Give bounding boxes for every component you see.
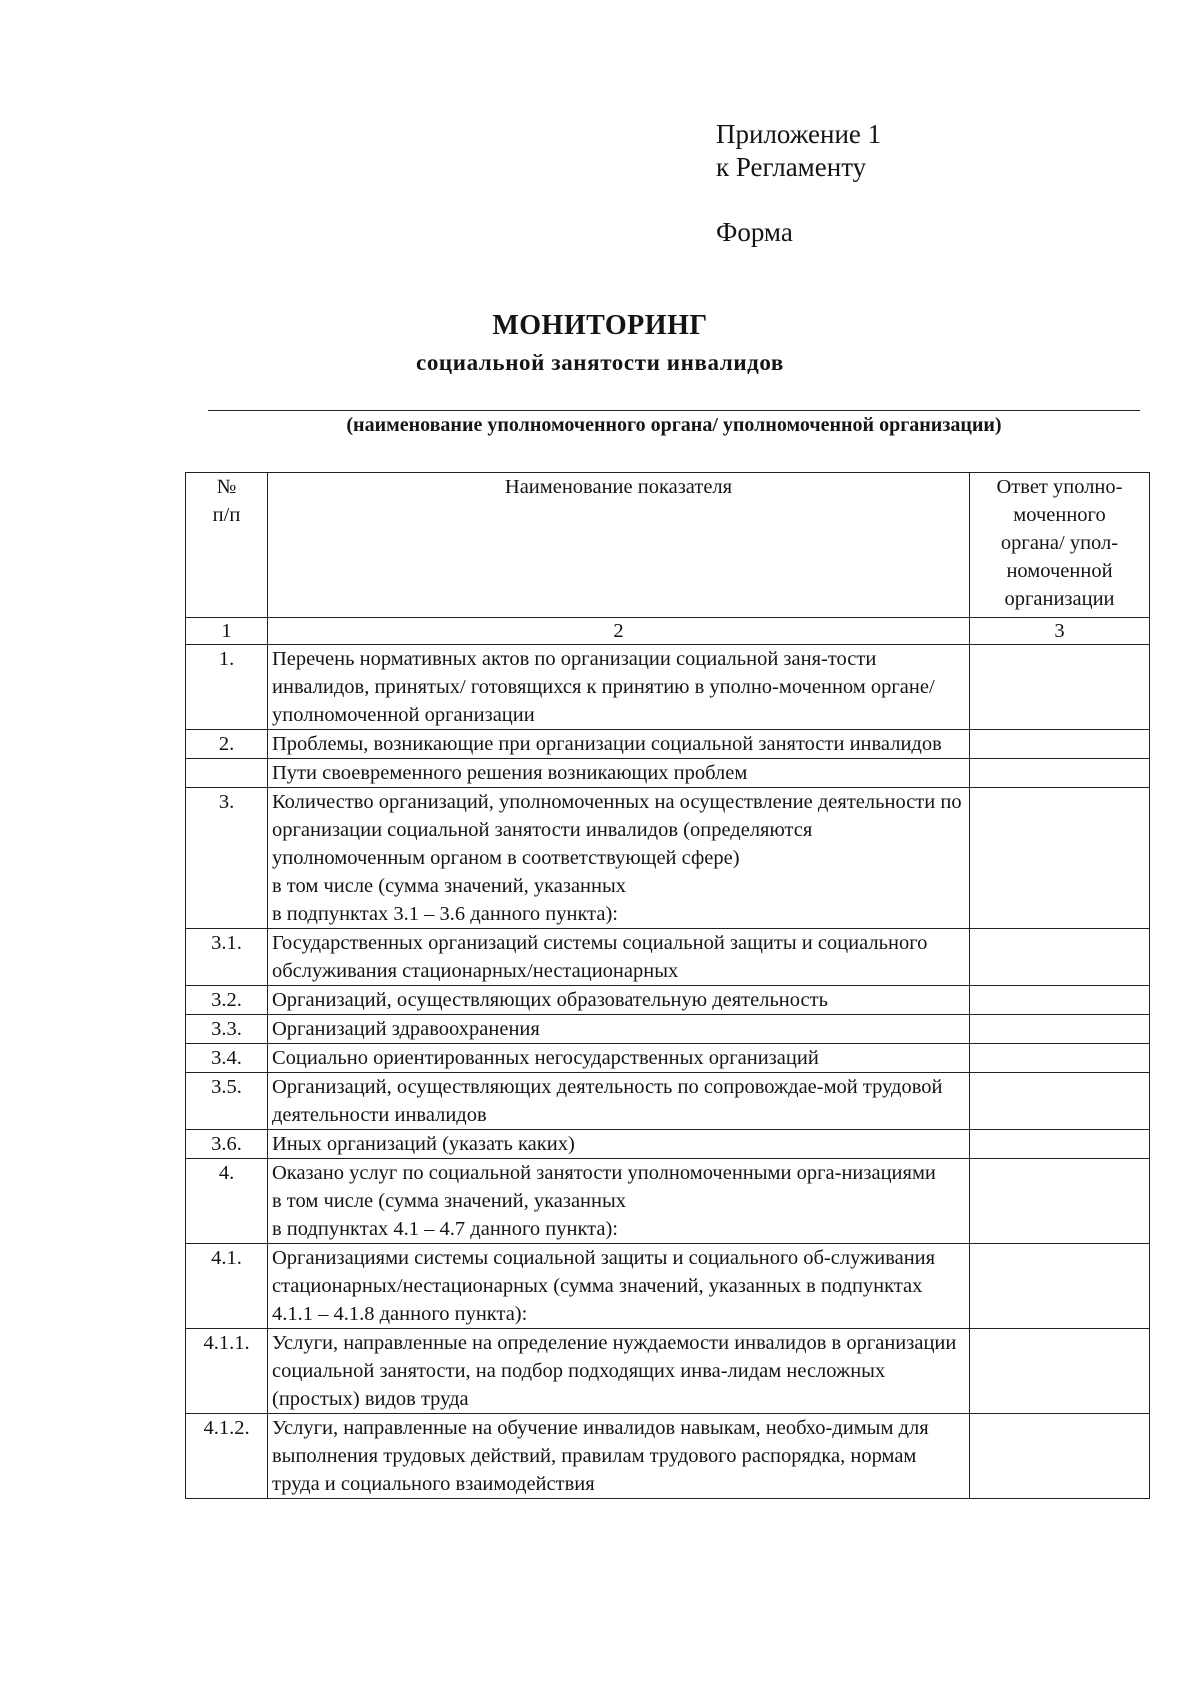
table-header-row — [186, 473, 1150, 618]
row-number: 3. — [186, 788, 268, 929]
row-indicator-text: Перечень нормативных актов по организации социальной заня-тости инвалидов, принятых/ готовящихся к принятию в уполно-моченном органе/ уполномоченной организации — [268, 645, 970, 730]
table-row — [186, 1329, 1150, 1414]
row-indicator-text: Количество организаций, уполномоченных на осуществление деятельности по организации социальной занятости инвалидов (определяются уполномоченным органом в соответствующей сфере) в том числе (сумма значений, указанных в подпунктах 3.1 – 3.6 данного пункта): — [268, 788, 970, 929]
row-number: 4.1. — [186, 1244, 268, 1329]
appendix-line-2: к Регламенту — [716, 152, 867, 182]
row-indicator-text: Пути своевременного решения возникающих проблем — [268, 759, 970, 788]
column-index-1: 1 — [186, 618, 268, 645]
row-indicator-text: Организаций, осуществляющих деятельность по сопровождае-мой трудовой деятельности инвалидов — [268, 1073, 970, 1130]
row-number: 3.1. — [186, 929, 268, 986]
row-number — [186, 759, 268, 788]
table-row — [186, 1130, 1150, 1159]
row-number: 3.2. — [186, 986, 268, 1015]
table-row — [186, 759, 1150, 788]
row-number: 2. — [186, 730, 268, 759]
row-indicator-text: Оказано услуг по социальной занятости уполномоченными орга-низациями в том числе (сумма значений, указанных в подпунктах 4.1 – 4.7 данного пункта): — [268, 1159, 970, 1244]
header-indicator-name: Наименование показателя — [268, 473, 970, 618]
column-index-2: 2 — [268, 618, 970, 645]
row-indicator-text: Услуги, направленные на обучение инвалидов навыкам, необхо-димым для выполнения трудовых действий, правилам трудового распорядка, нормам труда и социального взаимодействия — [268, 1414, 970, 1499]
row-number: 1. — [186, 645, 268, 730]
row-indicator-text: Услуги, направленные на определение нуждаемости инвалидов в организации социальной занятости, на подбор подходящих инва-лидам несложных (простых) видов труда — [268, 1329, 970, 1414]
row-number: 4. — [186, 1159, 268, 1244]
header-answer: Ответ уполно- моченного органа/ упол- номоченной организации — [970, 473, 1150, 618]
table-body — [186, 645, 1150, 1499]
column-index-3: 3 — [970, 618, 1150, 645]
row-answer-cell[interactable] — [970, 1159, 1150, 1244]
row-indicator-text: Государственных организаций системы социальной защиты и социального обслуживания стационарных/нестационарных — [268, 929, 970, 986]
row-answer-cell[interactable] — [970, 1073, 1150, 1130]
row-answer-cell[interactable] — [970, 1044, 1150, 1073]
form-label: Форма — [716, 217, 793, 247]
table-row — [186, 1073, 1150, 1130]
row-answer-cell[interactable] — [970, 1414, 1150, 1499]
column-index-row — [186, 618, 1150, 645]
table-row — [186, 1159, 1150, 1244]
row-indicator-text: Иных организаций (указать каких) — [268, 1130, 970, 1159]
table-row — [186, 986, 1150, 1015]
organization-caption: (наименование уполномоченного органа/ уполномоченной организации) — [346, 414, 1002, 436]
row-number: 3.4. — [186, 1044, 268, 1073]
row-indicator-text: Проблемы, возникающие при организации социальной занятости инвалидов — [268, 730, 970, 759]
appendix-line-1: Приложение 1 — [716, 119, 882, 149]
table-row — [186, 1414, 1150, 1499]
row-answer-cell[interactable] — [970, 1329, 1150, 1414]
row-answer-cell[interactable] — [970, 986, 1150, 1015]
table-row — [186, 1044, 1150, 1073]
table-row — [186, 929, 1150, 986]
table-row — [186, 1244, 1150, 1329]
document-subtitle: социальной занятости инвалидов — [416, 350, 784, 375]
appendix-reference — [716, 118, 881, 184]
row-indicator-text: Организаций, осуществляющих образовательную деятельность — [268, 986, 970, 1015]
row-indicator-text: Социально ориентированных негосударственных организаций — [268, 1044, 970, 1073]
row-number: 4.1.1. — [186, 1329, 268, 1414]
table-row — [186, 1015, 1150, 1044]
document-title: МОНИТОРИНГ — [492, 310, 708, 341]
table-row — [186, 645, 1150, 730]
row-answer-cell[interactable] — [970, 730, 1150, 759]
header-number: № п/п — [186, 473, 268, 618]
row-answer-cell[interactable] — [970, 788, 1150, 929]
table-row — [186, 788, 1150, 929]
row-answer-cell[interactable] — [970, 929, 1150, 986]
row-number: 4.1.2. — [186, 1414, 268, 1499]
row-number: 3.5. — [186, 1073, 268, 1130]
organization-name-line — [208, 410, 1140, 411]
row-indicator-text: Организаций здравоохранения — [268, 1015, 970, 1044]
table-row — [186, 730, 1150, 759]
row-answer-cell[interactable] — [970, 1015, 1150, 1044]
monitoring-table — [185, 472, 1150, 1499]
row-answer-cell[interactable] — [970, 1130, 1150, 1159]
row-number: 3.6. — [186, 1130, 268, 1159]
row-number: 3.3. — [186, 1015, 268, 1044]
row-indicator-text: Организациями системы социальной защиты и социального об-служивания стационарных/нестационарных (сумма значений, указанных в подпунктах 4.1.1 – 4.1.8 данного пункта): — [268, 1244, 970, 1329]
row-answer-cell[interactable] — [970, 645, 1150, 730]
row-answer-cell[interactable] — [970, 1244, 1150, 1329]
row-answer-cell[interactable] — [970, 759, 1150, 788]
